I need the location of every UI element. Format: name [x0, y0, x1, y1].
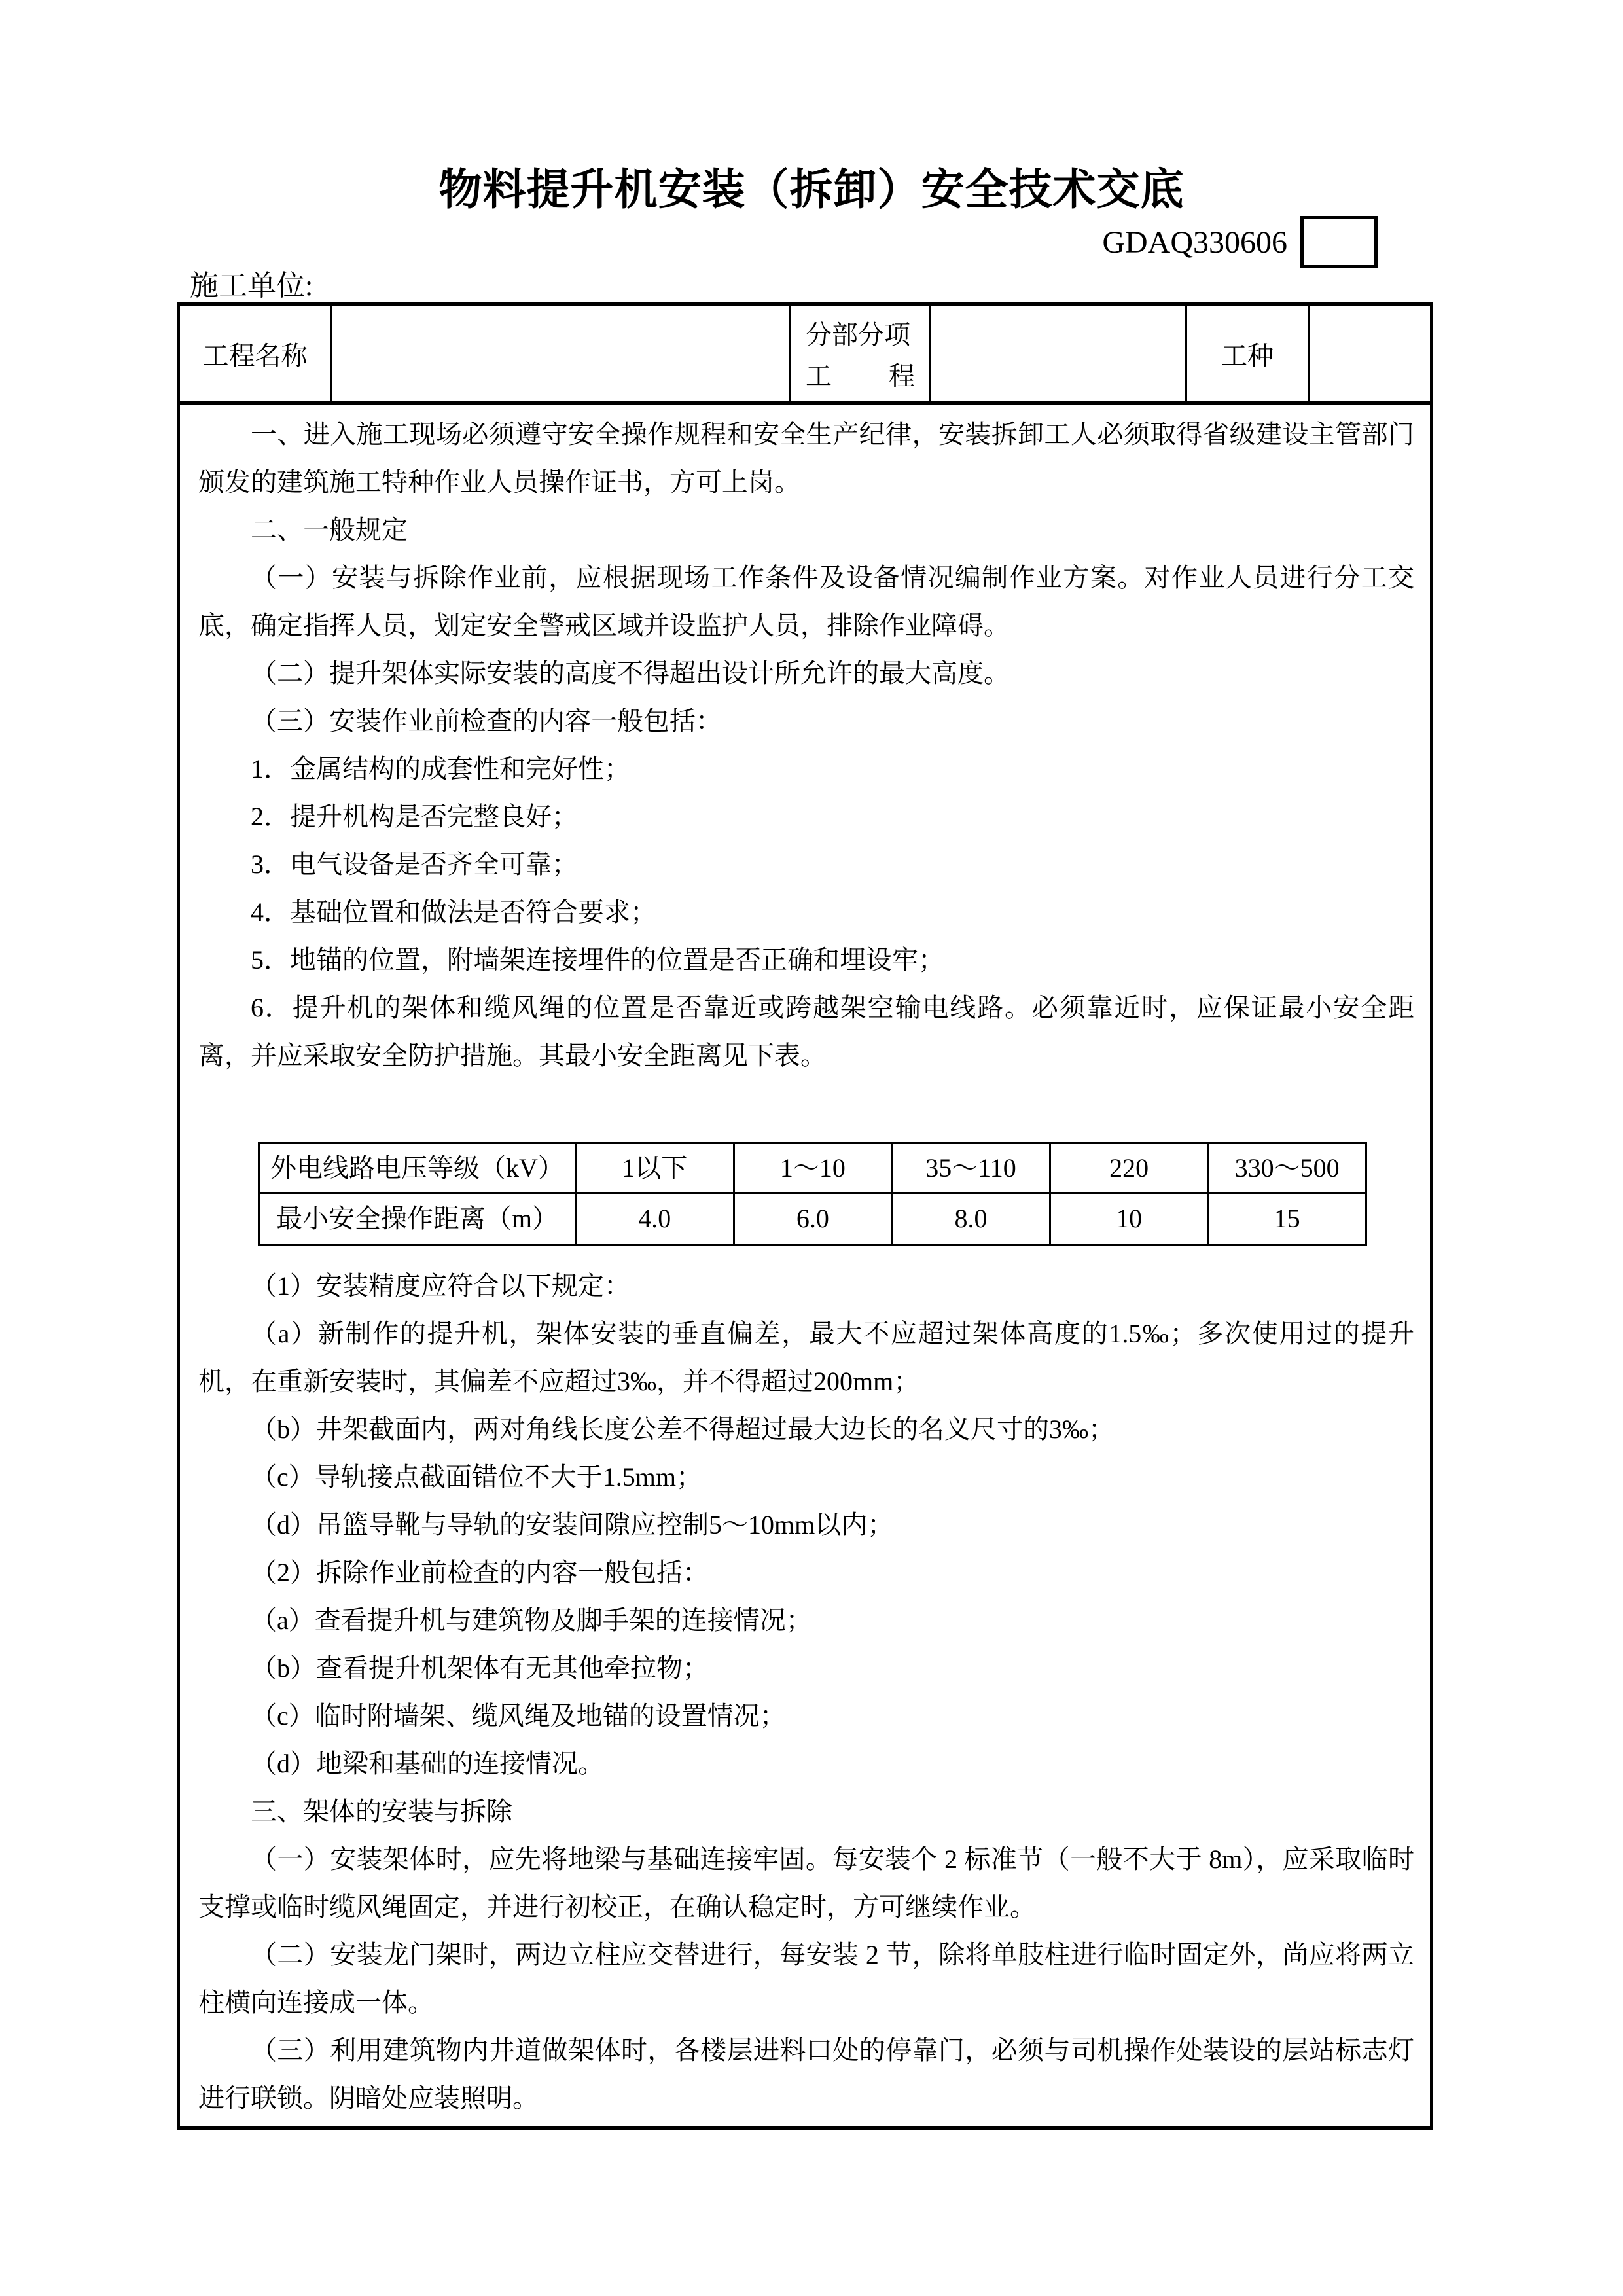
work-type-value[interactable]: [1310, 306, 1430, 401]
body-paragraph: （一）安装与拆除作业前，应根据现场工作条件及设备情况编制作业方案。对作业人员进行分工交底，确定指挥人员，划定安全警戒区域并设监护人员，排除作业障碍。: [198, 563, 1414, 640]
form-header-row: [180, 306, 1430, 405]
sub-project-label-line2: [806, 355, 915, 393]
body-paragraph: 3．电气设备是否齐全可靠；: [251, 850, 578, 879]
table-cell: 15: [1274, 1204, 1300, 1233]
form-code-line: [1102, 216, 1378, 268]
body-paragraph: （二）安装龙门架时，两边立柱应交替进行，每安装 2 节，除将单肢柱进行临时固定外，尚应将两立柱横向连接成一体。: [198, 1940, 1414, 2017]
body-paragraph: 一、进入施工现场必须遵守安全操作规程和安全生产纪律，安装拆卸工人必须取得省级建设主管部门颁发的建筑施工特种作业人员操作证书，方可上岗。: [198, 420, 1414, 497]
body-paragraph: （2）拆除作业前检查的内容一般包括：: [251, 1558, 709, 1587]
sub-project-value[interactable]: [931, 306, 1187, 401]
project-name-value[interactable]: [332, 306, 791, 401]
body-paragraph: 三、架体的安装与拆除: [251, 1797, 512, 1826]
page-title: 物料提升机安装（拆卸）安全技术交底: [438, 165, 1185, 213]
body-paragraph: （三）安装作业前检查的内容一般包括：: [251, 706, 722, 736]
sub-project-label-char-right: 程: [889, 361, 915, 391]
table-cell: 1～10: [735, 1144, 893, 1192]
body-paragraph: （c）临时附墙架、缆风绳及地锚的设置情况；: [251, 1701, 786, 1731]
table-cell: 8.0: [893, 1194, 1051, 1244]
body-paragraph: （a）查看提升机与建筑物及脚手架的连接情况；: [251, 1605, 812, 1635]
construction-unit-label: 施工单位:: [190, 270, 313, 302]
body-paragraph: 4．基础位置和做法是否符合要求；: [251, 897, 656, 927]
sub-project-label: [791, 306, 931, 401]
table-cell: 330～500: [1234, 1153, 1340, 1183]
body-paragraph: （a）新制作的提升机，架体安装的垂直偏差，最大不应超过架体高度的1.5‰；多次使用过的提升机，在重新安装时，其偏差不应超过3‰，并不得超过200mm；: [198, 1319, 1414, 1396]
body-paragraph: 2．提升机构是否完整良好；: [251, 802, 578, 831]
table-row-label: 最小安全操作距离（m）: [260, 1194, 577, 1244]
table-row: [260, 1194, 1365, 1244]
table-cell: 220: [1051, 1144, 1209, 1192]
body-paragraph: （一）安装架体时，应先将地梁与基础连接牢固。每安装个 2 标准节（一般不大于 8m），应采取临时支撑或临时缆风绳固定，并进行初校正，在确认稳定时，方可继续作业。: [198, 1844, 1414, 1922]
safety-distance-table: [258, 1142, 1367, 1246]
code-fill-box[interactable]: [1300, 216, 1378, 268]
table-cell: 35～110: [893, 1144, 1051, 1192]
body-paragraph: 二、一般规定: [251, 515, 408, 545]
body-paragraph: 6．提升机的架体和缆风绳的位置是否靠近或跨越架空输电线路。必须靠近时，应保证最小安全距离，并应采取安全防护措施。其最小安全距离见下表。: [198, 993, 1414, 1070]
table-cell: 10: [1051, 1194, 1209, 1244]
body-paragraph: （三）利用建筑物内井道做架体时，各楼层进料口处的停靠门，必须与司机操作处装设的层站标志灯进行联锁。阴暗处应装照明。: [198, 2036, 1414, 2113]
body-paragraph: （1）安装精度应符合以下规定：: [251, 1271, 630, 1300]
table-row: [260, 1144, 1365, 1194]
body-paragraph: （b）查看提升机架体有无其他牵拉物；: [251, 1653, 709, 1683]
table-cell: 4.0: [577, 1194, 735, 1244]
body-paragraph: （二）提升架体实际安装的高度不得超出设计所允许的最大高度。: [251, 658, 1010, 688]
body-paragraph: （d）吊篮导靴与导轨的安装间隙应控制5～10mm以内；: [251, 1510, 894, 1539]
body-paragraph: 5．地锚的位置，附墙架连接埋件的位置是否正确和埋设牢；: [251, 945, 944, 975]
body-paragraph: 1．金属结构的成套性和完好性；: [251, 754, 630, 783]
form-code: GDAQ330606: [1102, 224, 1287, 260]
table-cell: 6.0: [735, 1194, 893, 1244]
work-type-label: 工种: [1187, 306, 1310, 401]
body-paragraph: （b）井架截面内，两对角线长度公差不得超过最大边长的名义尺寸的3‰；: [251, 1414, 1115, 1444]
body-text-block-2: [198, 1262, 1414, 2122]
body-paragraph: （c）导轨接点截面错位不大于1.5mm；: [251, 1462, 702, 1492]
sub-project-label-line1: 分部分项: [806, 320, 910, 350]
main-form-table: [177, 302, 1433, 2130]
sub-project-label-char-left: 工: [806, 361, 832, 391]
body-paragraph: （d）地梁和基础的连接情况。: [251, 1749, 604, 1778]
table-cell: 1以下: [577, 1144, 735, 1192]
project-name-label: 工程名称: [180, 306, 332, 401]
table-row-label: 外电线路电压等级（kV）: [260, 1144, 577, 1192]
form-body-cell: [180, 405, 1430, 2126]
body-text-block-1: [198, 410, 1414, 1079]
